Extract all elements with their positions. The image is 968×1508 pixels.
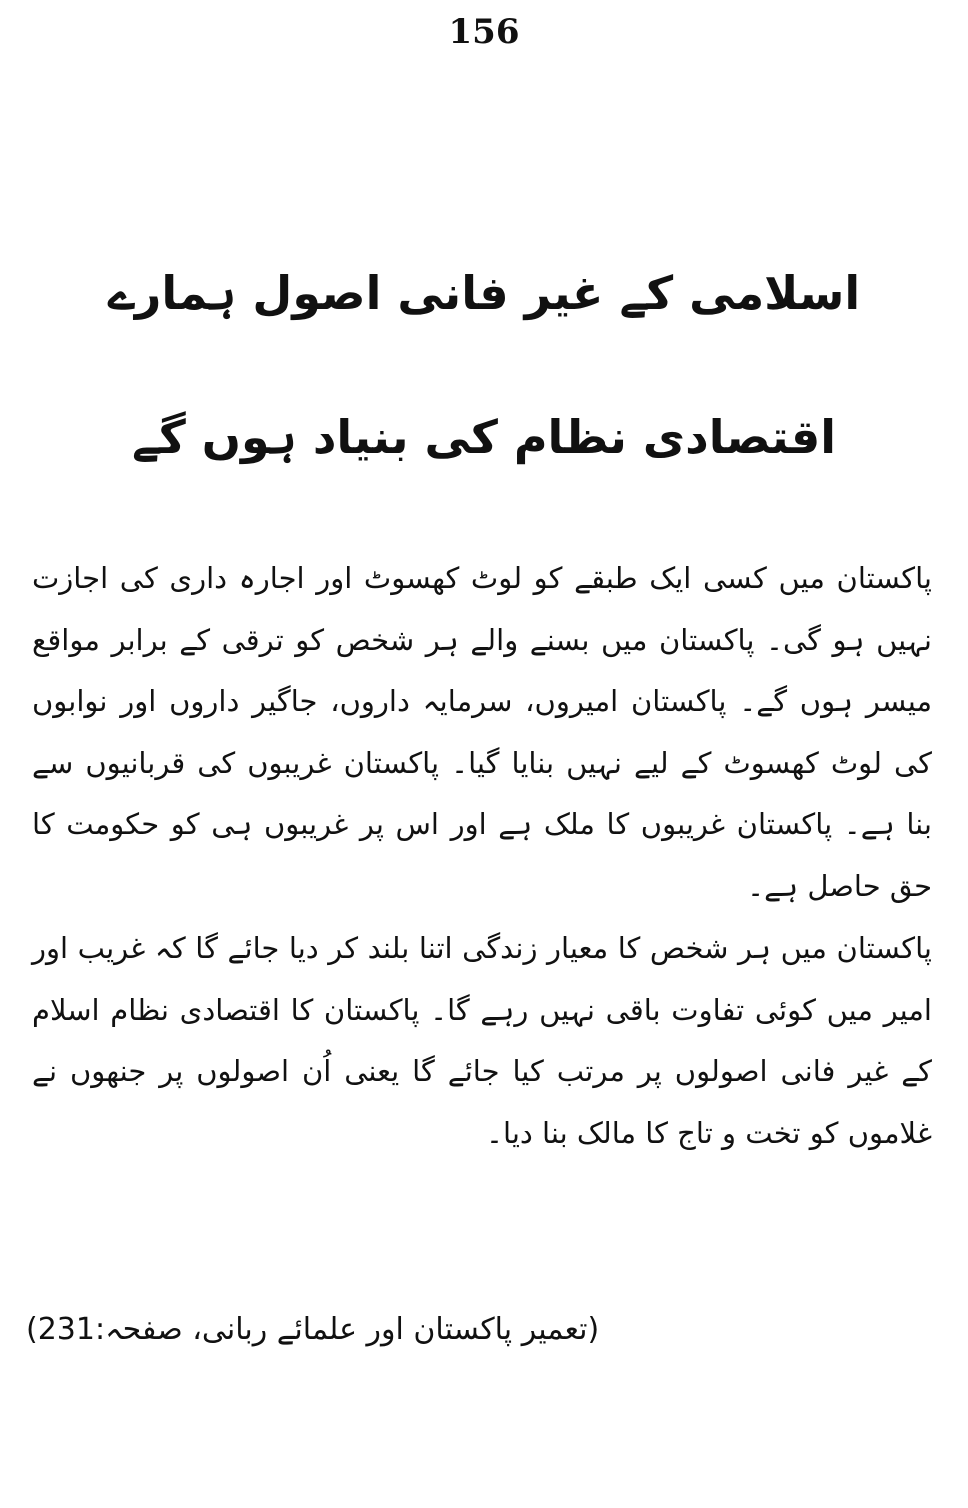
citation-reference: (تعمیر پاکستان اور علمائے ربانی، صفحہ:231) [26, 1312, 600, 1347]
page-number: 156 [448, 12, 520, 52]
body-paragraph-1: پاکستان میں کسی ایک طبقے کو لوٹ کھسوٹ اور اجارہ داری کی اجازت نہیں ہو گی۔ پاکستان میں بسنے والے ہر شخص کو ترقی کے برابر مواقع میسر ہوں گے۔ پاکستان امیروں، سرمایہ داروں، جاگیر داروں اور نوابوں کی لوٹ کھسوٹ کے لیے نہیں بنایا گیا۔ پاکستان غریبوں کی قربانیوں سے بنا ہے۔ پاکستان غریبوں کا ملک ہے اور اس پر غریبوں ہی کو حکومت کا حق حاصل ہے۔ [32, 561, 932, 903]
heading-line-1: اسلامی کے غیر فانی اصول ہمارے [107, 266, 861, 320]
heading-line-2: اقتصادی نظام کی بنیاد ہوں گے [132, 410, 836, 464]
body-paragraph-2: پاکستان میں ہر شخص کا معیار زندگی اتنا بلند کر دیا جائے گا کہ غریب اور امیر میں کوئی تفاوت باقی نہیں رہے گا۔ پاکستان کا اقتصادی نظام اسلام کے غیر فانی اصولوں پر مرتب کیا جائے گا یعنی اُن اصولوں پر جنھوں نے غلاموں کو تخت و تاج کا مالک بنا دیا۔ [32, 931, 932, 1150]
